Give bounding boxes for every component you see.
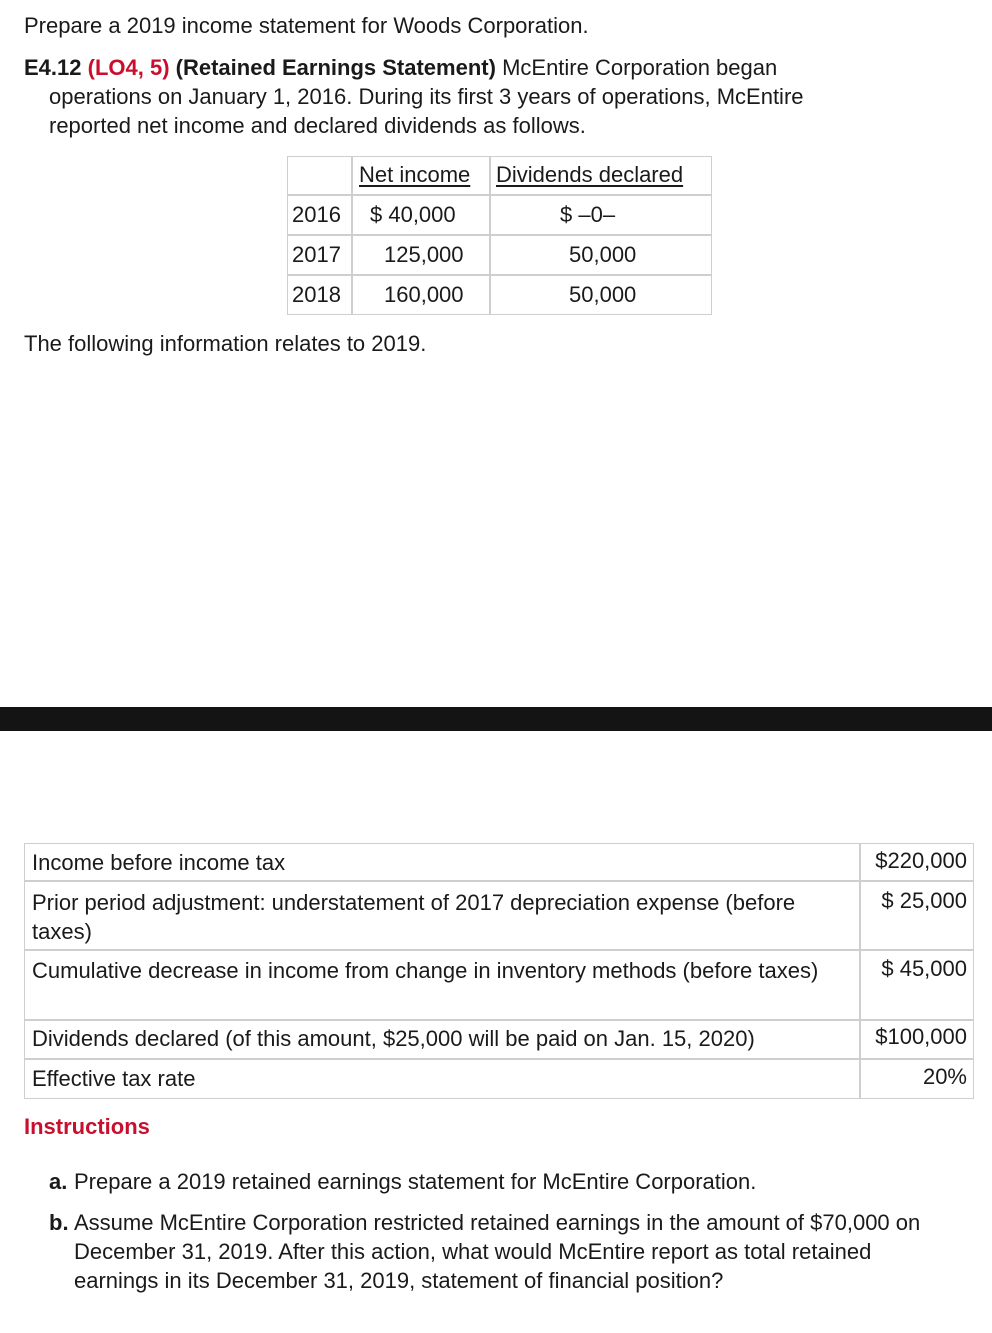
instructions-heading: Instructions (24, 1114, 150, 1139)
inventory-change-value: $ 45,000 (881, 956, 967, 981)
table-divider (25, 949, 973, 951)
dividends-cell: $ –0– (560, 202, 616, 227)
exercise-title: (Retained Earnings Statement) (175, 55, 496, 80)
effective-tax-rate-value: 20% (922, 1064, 967, 1089)
exercise-number: E4.12 (24, 55, 82, 80)
learning-objectives: (LO4, 5) (87, 55, 170, 80)
following-info-text: The following information relates to 2019. (24, 331, 427, 356)
dividends-cell: 50,000 (569, 282, 637, 307)
table-divider (288, 194, 711, 196)
instruction-letter: b. (49, 1210, 69, 1235)
year-cell: 2018 (292, 282, 341, 307)
exercise-text-line-3: reported net income and declared dividends as follows. (49, 113, 586, 138)
dividends-declared-value: $100,000 (875, 1024, 967, 1049)
income-before-tax-label: Income before income tax (32, 850, 286, 875)
instruction-item-a (49, 1167, 949, 1196)
year-cell: 2016 (292, 202, 341, 227)
header-dividends-declared: Dividends declared (496, 162, 684, 187)
net-income-cell: 125,000 (384, 242, 464, 267)
dividends-declared-label: Dividends declared (of this amount, $25,000 will be paid on Jan. 15, 2020) (32, 1026, 755, 1051)
table-divider (25, 1019, 973, 1021)
table-divider (288, 234, 711, 236)
inventory-change-label: Cumulative decrease in income from change in inventory methods (before taxes) (32, 958, 819, 983)
income-before-tax-value: $220,000 (875, 848, 967, 873)
dividends-cell: 50,000 (569, 242, 637, 267)
exercise-text-line-2: operations on January 1, 2016. During its first 3 years of operations, McEntire (49, 84, 804, 109)
net-income-cell: 160,000 (384, 282, 464, 307)
instruction-text: Prepare a 2019 retained earnings statement for McEntire Corporation. (74, 1169, 757, 1194)
net-income-cell: $ 40,000 (370, 202, 456, 227)
prior-period-adjustment-label: Prior period adjustment: understatement of 2017 depreciation expense (before taxes) (32, 890, 796, 944)
exercise-heading (24, 55, 777, 81)
instruction-item-b (49, 1208, 949, 1295)
info-2019-table (24, 843, 974, 1099)
intro-text: Prepare a 2019 income statement for Woods Corporation. (24, 13, 589, 38)
table-divider (25, 880, 973, 882)
table-divider (351, 157, 353, 314)
table-divider (859, 844, 861, 1098)
header-net-income: Net income (359, 162, 471, 187)
year-cell: 2017 (292, 242, 341, 267)
exercise-lead: McEntire Corporation began (502, 55, 778, 80)
table-divider (25, 1058, 973, 1060)
instruction-letter: a. (49, 1169, 68, 1194)
effective-tax-rate-label: Effective tax rate (32, 1066, 196, 1091)
history-table (287, 156, 712, 315)
instruction-text: Assume McEntire Corporation restricted retained earnings in the amount of $70,000 on December 31, 2019. After this action, what would McEntire report as total retained earnings in its December 31, 2019, statement of financial position? (74, 1210, 921, 1293)
prior-period-adjustment-value: $ 25,000 (881, 888, 967, 913)
table-divider (489, 157, 491, 314)
page-divider-bar (0, 707, 992, 731)
table-divider (288, 274, 711, 276)
